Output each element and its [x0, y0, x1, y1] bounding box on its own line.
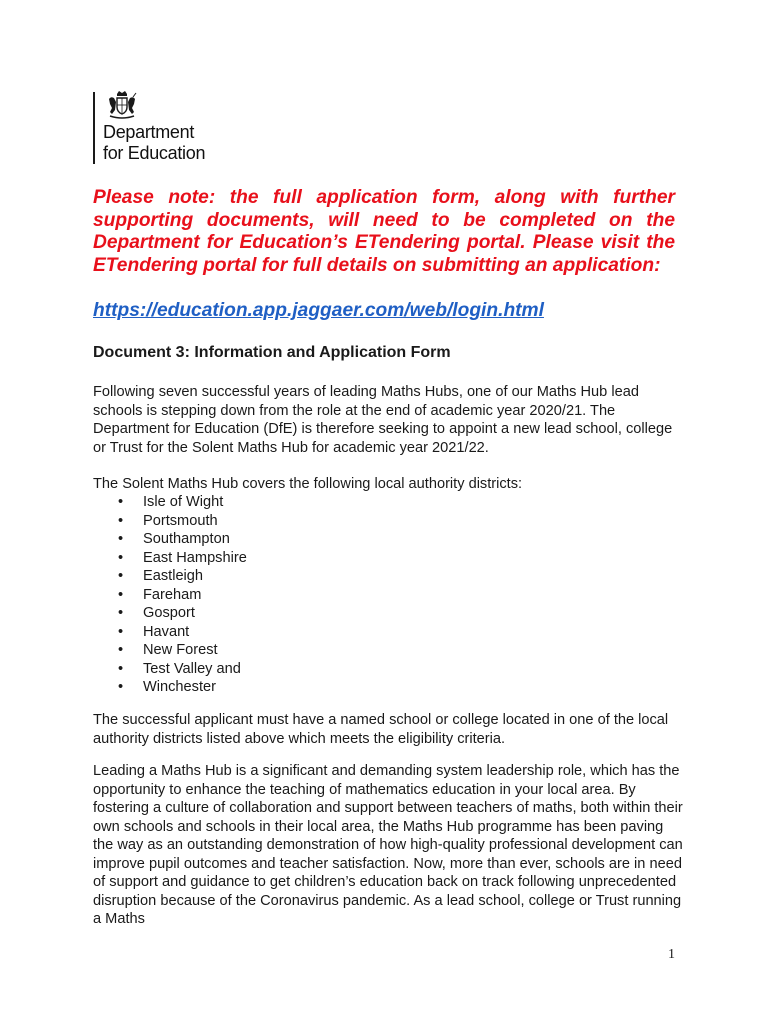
organisation-name: [103, 122, 205, 164]
org-line-2: for Education: [103, 143, 206, 163]
district-list-item: [93, 660, 247, 679]
org-line-1: Department: [103, 122, 195, 142]
district-name: East Hampshire: [143, 549, 247, 566]
application-notice: Please note: the full application form, along with further supporting documents, will need to be completed on the Department for Education’s ETendering portal. Please visit the ETendering portal for full details on submitting an application:: [93, 187, 675, 276]
district-name: New Forest: [143, 642, 218, 658]
district-name: Eastleigh: [143, 568, 204, 584]
bullet-icon: •: [118, 642, 124, 658]
district-name: Portsmouth: [143, 512, 218, 529]
bullet-icon: •: [118, 679, 124, 695]
intro-paragraph: Following seven successful years of leading Maths Hubs, one of our Maths Hub lead schools is stepping down from the role at the end of academic year 2020/21. The Department for Education (DfE) is therefore seeking to appoint a new lead school, college or Trust for the Solent Maths Hub for academic year 2021/22.: [93, 384, 673, 456]
district-list-item: [93, 512, 247, 531]
district-name: Southampton: [143, 531, 230, 547]
district-list-item: [93, 530, 247, 549]
eligibility-paragraph: The successful applicant must have a named school or college located in one of the local authority districts listed above which meets the eligibility criteria.: [93, 712, 669, 747]
bullet-icon: •: [118, 494, 124, 510]
district-name: Isle of Wight: [143, 494, 224, 510]
bullet-icon: •: [118, 605, 124, 621]
district-list-item: [93, 604, 247, 623]
bullet-icon: •: [118, 568, 124, 584]
bullet-icon: •: [118, 549, 124, 566]
logo-divider-bar: [93, 92, 95, 164]
districts-intro: The Solent Maths Hub covers the following local authority districts:: [93, 476, 523, 492]
district-name: Test Valley and: [143, 660, 241, 677]
district-list-item: [93, 641, 247, 660]
district-list-item: [93, 623, 247, 642]
district-name: Havant: [143, 623, 190, 640]
district-name: Gosport: [143, 605, 195, 621]
district-list-item: [93, 493, 247, 512]
district-name: Fareham: [143, 586, 202, 603]
district-list-item: [93, 567, 247, 586]
bullet-icon: •: [118, 586, 124, 603]
dfe-logo: [93, 90, 233, 165]
document-heading: Document 3: Information and Application Form: [93, 344, 451, 361]
district-list-item: [93, 549, 247, 568]
district-list: [93, 493, 247, 697]
etendering-portal-link[interactable]: https://education.app.jaggaer.com/web/login.html: [93, 300, 544, 321]
page-number: 1: [668, 947, 675, 962]
bullet-icon: •: [118, 623, 124, 640]
district-list-item: [93, 678, 247, 697]
district-name: Winchester: [143, 679, 216, 695]
royal-coat-of-arms-icon: [106, 90, 138, 120]
bullet-icon: •: [118, 512, 124, 529]
bullet-icon: •: [118, 660, 124, 677]
district-list-item: [93, 586, 247, 605]
leading-paragraph: Leading a Maths Hub is a significant and demanding system leadership role, which has the opportunity to enhance the teaching of mathematics education in your local area. By fostering a culture of collaboration and support between teachers of maths, both within their own schools and schools in their local area, the Maths Hub programme has been paving the way as an outstanding demonstration of how high-quality professional development can improve pupil outcomes and teacher satisfaction. Now, more than ever, schools are in need of support and guidance to get children’s education back on track following unprecedented disruption because of the Coronavirus pandemic. As a lead school, college or Trust running a Maths: [93, 763, 683, 927]
bullet-icon: •: [118, 531, 124, 547]
